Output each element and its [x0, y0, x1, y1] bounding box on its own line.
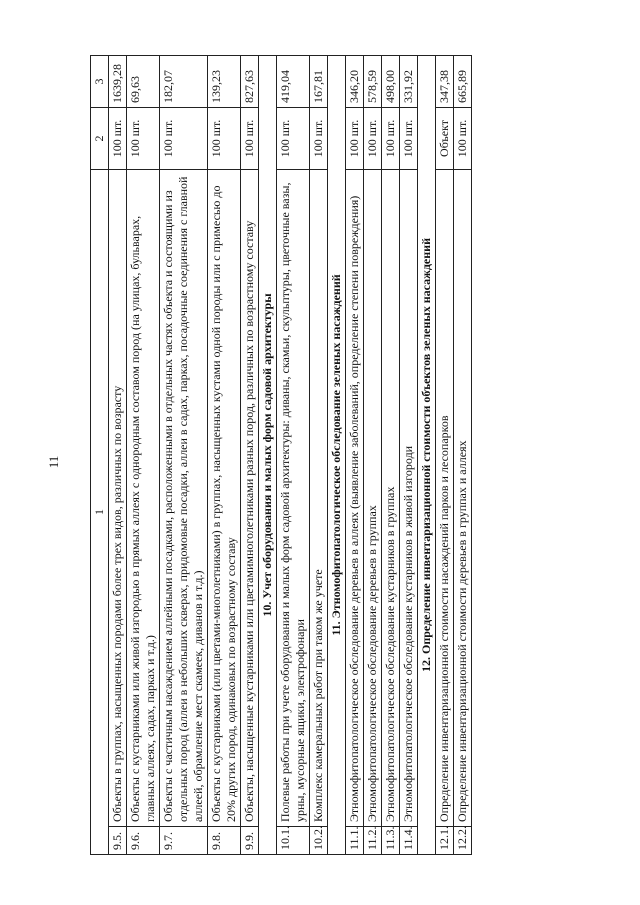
row-value: 578,59 — [364, 56, 382, 108]
table-row — [310, 56, 328, 855]
row-value: 419,04 — [277, 56, 310, 108]
page-number: 11 — [46, 455, 61, 469]
row-number: 9.5. — [109, 827, 127, 855]
section-heading-row — [418, 56, 436, 855]
section-heading-row — [259, 56, 277, 855]
row-description: Объекты с частичным насаждением аллейными посадками, расположенными в отдельных частях объекта и состоящими из отдельных пород (аллеи в небольших скверах, придомовые посадки, аллеи в садах, парках, посадочные соединения с главной аллеей, обрамление мест скамеек, диванов и т.д.) — [160, 170, 208, 827]
row-description: Этномофитопатологическое обследование деревьев в аллеях (выявление заболеваний, определение степени повреждения) — [346, 170, 364, 827]
row-number: 11.3. — [382, 827, 400, 855]
header-cell-2: 2 — [91, 108, 109, 170]
row-unit: 100 шт. — [208, 108, 241, 170]
row-description: Объекты с кустарниками (или цветами-многолетниками) в группах, насыщенных кустами одной породы или с примесью до 20% других пород, одинаковых по возрастному составу — [208, 170, 241, 827]
row-unit: 100 шт. — [400, 108, 418, 170]
table-header-row — [91, 56, 109, 855]
row-number: 11.2. — [364, 827, 382, 855]
row-number: 12.1. — [436, 827, 454, 855]
row-value: 347,38 — [436, 56, 454, 108]
row-description: Этномофитопатологическое обследование кустарников в группах — [382, 170, 400, 827]
table-row — [127, 56, 160, 855]
row-unit: 100 шт. — [364, 108, 382, 170]
row-number: 9.6. — [127, 827, 160, 855]
price-table — [90, 55, 472, 855]
header-cell-1: 1 — [91, 170, 109, 855]
row-value: 1639,28 — [109, 56, 127, 108]
table-row — [382, 56, 400, 855]
table-row — [400, 56, 418, 855]
row-unit: Объект — [436, 108, 454, 170]
row-value: 167,81 — [310, 56, 328, 108]
row-description: Полевые работы при учете оборудования и малых форм садовой архитектуры: диваны, скамьи, скульптуры, цветочные вазы, урны, мусорные ящики, электрофонари — [277, 170, 310, 827]
section-title: 12. Определение инвентаризационной стоимости объектов зеленых насаждений — [418, 56, 436, 855]
row-value: 139,23 — [208, 56, 241, 108]
row-number: 11.1. — [346, 827, 364, 855]
row-description: Определение инвентаризационной стоимости насаждений парков и лесопарков — [436, 170, 454, 827]
table-row — [241, 56, 259, 855]
table-row — [364, 56, 382, 855]
table-row — [277, 56, 310, 855]
row-unit: 100 шт. — [160, 108, 208, 170]
row-unit: 100 шт. — [277, 108, 310, 170]
row-value: 182,07 — [160, 56, 208, 108]
row-value: 346,20 — [346, 56, 364, 108]
row-unit: 100 шт. — [310, 108, 328, 170]
row-description: Объекты в группах, насыщенных породами более трех видов, различных по возрасту — [109, 170, 127, 827]
row-number: 9.7. — [160, 827, 208, 855]
row-unit: 100 шт. — [454, 108, 472, 170]
table-row — [208, 56, 241, 855]
row-unit: 100 шт. — [241, 108, 259, 170]
table-row — [436, 56, 454, 855]
row-description: Этномофитопатологическое обследование деревьев в группах — [364, 170, 382, 827]
row-number: 11.4. — [400, 827, 418, 855]
row-description: Определение инвентаризационной стоимости деревьев в группах и аллеях — [454, 170, 472, 827]
row-description: Объекты с кустарниками или живой изгородью в прямых аллеях с однородным составом пород (на улицах, бульварах, главных аллеях, садах, парках и т.д.) — [127, 170, 160, 827]
row-number: 10.2. — [310, 827, 328, 855]
row-number: 10.1. — [277, 827, 310, 855]
row-unit: 100 шт. — [382, 108, 400, 170]
row-number: 12.2. — [454, 827, 472, 855]
table-row — [160, 56, 208, 855]
row-unit: 100 шт. — [346, 108, 364, 170]
row-number: 9.9. — [241, 827, 259, 855]
table-row — [454, 56, 472, 855]
row-value: 665,89 — [454, 56, 472, 108]
row-value: 69,63 — [127, 56, 160, 108]
table-row — [346, 56, 364, 855]
row-number: 9.8. — [208, 827, 241, 855]
row-unit: 100 шт. — [109, 108, 127, 170]
section-heading-row — [328, 56, 346, 855]
rotated-table-wrapper — [90, 55, 598, 855]
header-cell-3: 3 — [91, 56, 109, 108]
row-description: Объекты, насыщенные кустарниками или цветамимноголетниками разных пород, различных по возрастному составу — [241, 170, 259, 827]
row-value: 498,00 — [382, 56, 400, 108]
row-value: 331,92 — [400, 56, 418, 108]
section-title: 11. Этномофитопатологическое обследование зеленых насаждений — [328, 56, 346, 855]
section-title: 10. Учет оборудования и малых форм садовой архитектуры — [259, 56, 277, 855]
row-value: 827,63 — [241, 56, 259, 108]
row-description: Этномофитопатологическое обследование кустарников в живой изгороди — [400, 170, 418, 827]
table-row — [109, 56, 127, 855]
row-unit: 100 шт. — [127, 108, 160, 170]
row-description: Комплекс камеральных работ при таком же учете — [310, 170, 328, 827]
